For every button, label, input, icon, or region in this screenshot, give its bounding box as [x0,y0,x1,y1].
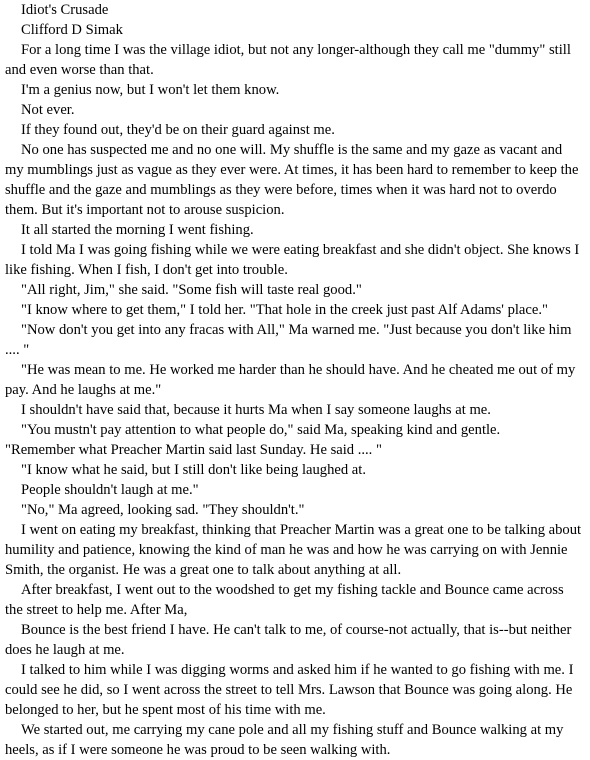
paragraph: It all started the morning I went fishing. [21,222,254,238]
paragraph: Not ever. [21,102,75,118]
paragraph: "I know where to get them," I told her. "That hole in the creek just past Alf Adams' place." [21,302,548,318]
paragraph: I'm a genius now, but I won't let them know. [21,82,280,98]
paragraph: I shouldn't have said that, because it hurts Ma when I say someone laughs at me. [21,402,491,418]
paragraph: I went on eating my breakfast, thinking that Preacher Martin was a great one to be talking about humility and patience, knowing the kind of man he was and how he was carrying on with Jennie Smith, the organist. He was a great one to talk about anything at all. [5,522,582,578]
paragraph: I told Ma I was going fishing while we were eating breakfast and she didn't object. She knows I like fishing. When I fish, I don't get into trouble. [5,242,580,278]
paragraph: After breakfast, I went out to the woodshed to get my fishing tackle and Bounce came across the street to help me. After Ma, [5,582,564,618]
document-body [5,0,583,760]
paragraph: "Now don't you get into any fracas with All," Ma warned me. "Just because you don't like him .... " [5,322,572,358]
paragraph: Bounce is the best friend I have. He can't talk to me, of course-not actually, that is--but neither does he laugh at me. [5,622,572,658]
paragraph: "He was mean to me. He worked me harder than he should have. And he cheated me out of my pay. And he laughs at me." [5,362,576,398]
paragraph: No one has suspected me and no one will. My shuffle is the same and my gaze as vacant and my mumblings just as vague as they ever were. At times, it has been hard to remember to keep the shuffle and the gaze and mumblings as they were before, times when it was hard not to overdo them. But it's important not to arouse suspicion. [5,142,579,218]
paragraph: I talked to him while I was digging worms and asked him if he wanted to go fishing with me. I could see he did, so I went across the street to tell Mrs. Lawson that Bounce was going along. He belonged to her, but he spent most of his time with me. [5,662,574,718]
paragraph: People shouldn't laugh at me." [21,482,199,498]
paragraph: "You mustn't pay attention to what people do," said Ma, speaking kind and gentle. [21,422,501,438]
paragraph: "Remember what Preacher Martin said last Sunday. He said .... " [5,442,382,458]
document-title: Idiot's Crusade [21,2,109,18]
paragraph: "No," Ma agreed, looking sad. "They shouldn't." [21,502,305,518]
paragraph: If they found out, they'd be on their guard against me. [21,122,335,138]
paragraph: "I know what he said, but I still don't like being laughed at. [21,462,366,478]
paragraph: "All right, Jim," she said. "Some fish will taste real good." [21,282,362,298]
document-author: Clifford D Simak [21,22,123,38]
paragraph: We started out, me carrying my cane pole and all my fishing stuff and Bounce walking at my heels, as if I were someone he was proud to be seen walking with. [5,722,564,758]
paragraph: For a long time I was the village idiot, but not any longer-although they call me "dummy" still and even worse than that. [5,42,571,78]
